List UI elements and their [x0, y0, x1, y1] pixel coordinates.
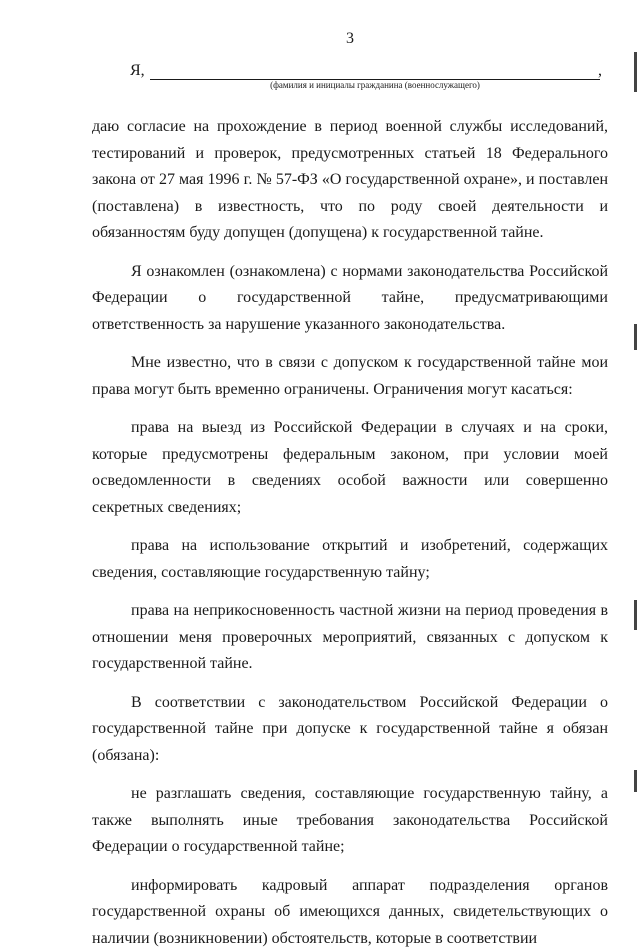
- paragraph-restrictions-intro: Мне известно, что в связи с допуском к государственной тайне мои права могут быть временно ограничены. Ограничения могут касаться:: [92, 350, 608, 403]
- document-body: [92, 114, 608, 952]
- declaration-comma: ,: [598, 62, 602, 80]
- paragraph-consent: даю согласие на прохождение в период военной службы исследований, тестирований и проверок, предусмотренных статьей 18 Федерального закона от 27 мая 1996 г. № 57-ФЗ «О государственной охране», и поставлен (поставлена) в известность, что по роду своей деятельности и обязанностям буду допущен (допущена) к государственной тайне.: [92, 114, 608, 247]
- paragraph-right-inventions: права на использование открытий и изобретений, содержащих сведения, составляющие государственную тайну;: [92, 533, 608, 586]
- paragraph-no-disclosure: не разглашать сведения, составляющие государственную тайну, а также выполнять иные требования законодательства Российской Федерации о государственной тайне;: [92, 781, 608, 861]
- scan-edge-mark: [634, 52, 637, 92]
- paragraph-inform-personnel: информировать кадровый аппарат подразделения органов государственной охраны об имеющихся данных, свидетельствующих о наличии (возникновении) обстоятельств, которые в соответствии: [92, 873, 608, 952]
- paragraph-right-travel: права на выезд из Российской Федерации в случаях и на сроки, которые предусмотрены федеральным законом, при условии моей осведомленности в сведениях особой важности или совершенно секретных сведениях;: [92, 415, 608, 521]
- paragraph-acquainted: Я ознакомлен (ознакомлена) с нормами законодательства Российской Федерации о государственной тайне, предусматривающими ответственность за нарушение указанного законодательства.: [92, 259, 608, 339]
- paragraph-obligations-intro: В соответствии с законодательством Российской Федерации о государственной тайне при допуске к государственной тайне я обязан (обязана):: [92, 690, 608, 770]
- paragraph-right-privacy: права на неприкосновенность частной жизни на период проведения в отношении меня проверочных мероприятий, связанных с допуском к государственной тайне.: [92, 598, 608, 678]
- name-field-caption: (фамилия и инициалы гражданина (военнослужащего): [150, 80, 600, 90]
- declaration-pronoun: Я,: [130, 62, 145, 80]
- page-number: 3: [0, 30, 640, 48]
- scan-edge-mark: [634, 600, 637, 630]
- scan-edge-mark: [634, 770, 637, 792]
- scan-edge-mark: [634, 324, 637, 350]
